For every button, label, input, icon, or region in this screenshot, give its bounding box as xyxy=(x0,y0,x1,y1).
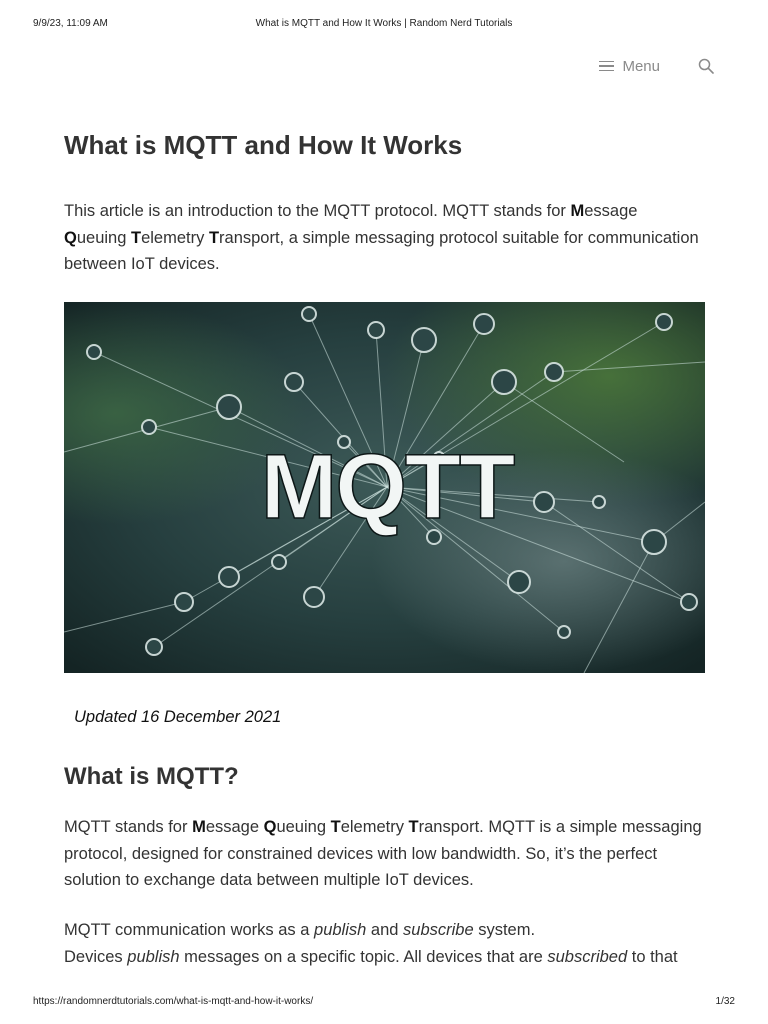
hero-mqtt-text: MQTT xyxy=(260,436,514,538)
menu-label: Menu xyxy=(622,57,660,75)
menu-button[interactable] xyxy=(599,58,660,75)
article-title: What is MQTT and How It Works xyxy=(64,130,463,160)
intro-paragraph: This article is an introduction to the MQTT protocol. MQTT stands for Message Queuing Telemetry Transport, a simple messaging protocol suitable for communication between IoT devices. xyxy=(64,202,699,273)
print-header xyxy=(33,18,735,32)
hero-image xyxy=(64,302,705,673)
hamburger-icon xyxy=(599,61,614,72)
mqtt-definition-paragraph: MQTT stands for Message Queuing Telemetry Transport. MQTT is a simple messaging protocol, designed for constrained devices with low bandwidth. So, it’s the perfect solution to exchange data between multiple IoT devices. xyxy=(64,818,702,889)
print-footer xyxy=(33,996,735,1010)
section-title: What is MQTT? xyxy=(64,763,239,790)
print-date: 9/9/23, 11:09 AM xyxy=(33,18,108,29)
mqtt-network-illustration xyxy=(64,302,705,673)
print-page-title: What is MQTT and How It Works | Random Nerd Tutorials xyxy=(255,18,513,29)
updated-date: Updated 16 December 2021 xyxy=(74,708,282,726)
publish-subscribe-paragraph: MQTT communication works as a publish and subscribe system. Devices publish messages on a specific topic. All devices that are subscribed to that xyxy=(64,921,678,966)
print-url: https://randomnerdtutorials.com/what-is-mqtt-and-how-it-works/ xyxy=(33,996,314,1007)
page-number: 1/32 xyxy=(715,996,735,1007)
search-icon[interactable] xyxy=(698,58,714,74)
top-navigation xyxy=(599,56,714,76)
